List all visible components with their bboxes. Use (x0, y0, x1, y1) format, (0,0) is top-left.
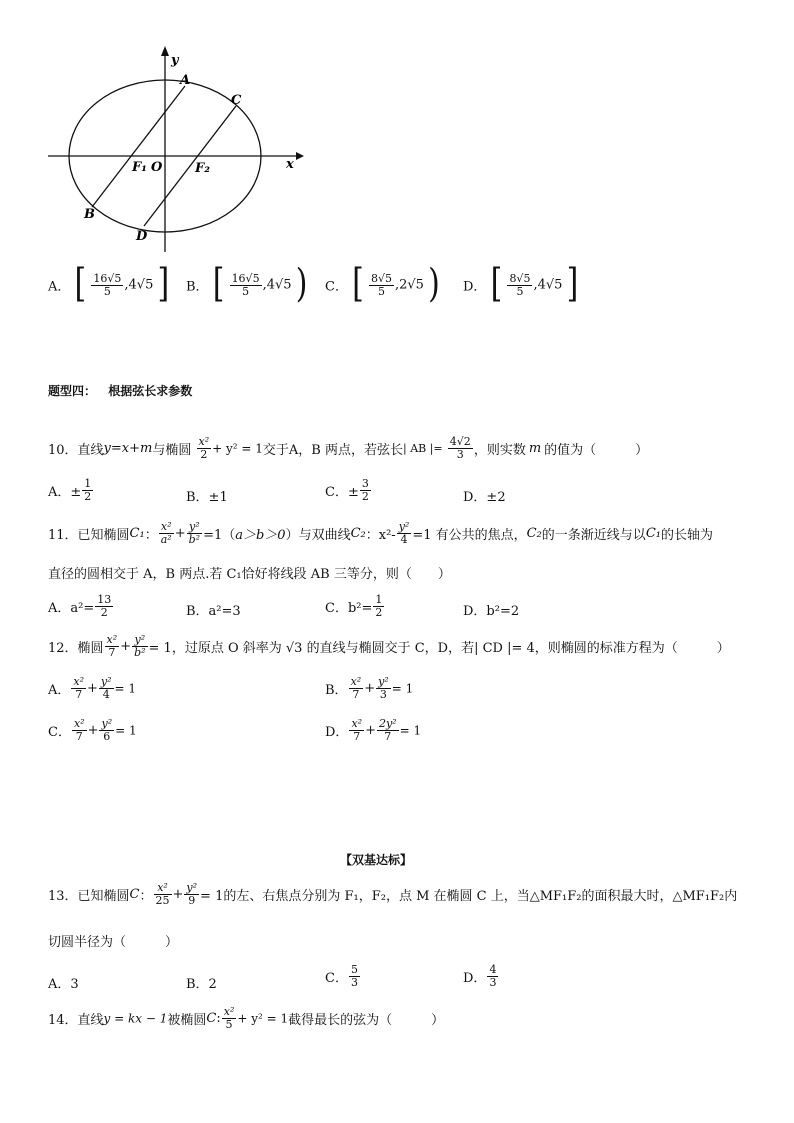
q10-ab-fraction (448, 436, 473, 461)
q13-d-den: 3 (489, 976, 497, 989)
q12-b-plus: + (364, 681, 376, 696)
q10-option-a[interactable] (48, 478, 94, 503)
q10-option-b-text: B．±1 (186, 490, 228, 505)
q12-option-c[interactable] (48, 718, 137, 743)
y-axis-arrow (161, 46, 169, 56)
q10-a-den: 2 (84, 490, 92, 503)
q11-colon: ： (144, 528, 158, 543)
q12-a-d1: 7 (75, 688, 83, 701)
q10-ab-den: 3 (456, 448, 464, 461)
q13-d-num: 4 (489, 963, 497, 976)
q12-n2: y² (132, 634, 147, 647)
q13-option-a[interactable] (48, 973, 79, 992)
q11-stem-d: C₂ (526, 526, 542, 541)
q9-option-a-label: A． (48, 279, 71, 295)
q11-option-a[interactable] (48, 594, 114, 619)
q10-stem (48, 436, 648, 461)
q14-rest: + y² = 1 (237, 1011, 289, 1026)
q13-option-a-text: A．3 (48, 977, 79, 992)
point-label-o: O (151, 160, 163, 175)
q11-hyp-a: ：x²- (365, 528, 396, 543)
q9-option-c-label: C． (325, 279, 348, 295)
chord-ab (92, 86, 185, 207)
right-paren: ) (295, 261, 308, 308)
q9-a-rest: ,4√5 (124, 277, 154, 293)
point-label-a: A (180, 73, 191, 88)
q12-d-d1: 7 (353, 730, 361, 743)
q13-stem-a: 13．已知椭圆 (48, 889, 130, 904)
q11-hyp-frac (397, 521, 412, 546)
q12-a-n1: x² (73, 675, 85, 688)
q12-option-d[interactable] (325, 718, 421, 743)
q13-ell-frac2 (184, 882, 199, 907)
q10-ell-rest: + y² = 1 (212, 441, 263, 456)
q13-c-den: 3 (350, 976, 358, 989)
q13-plus: + (172, 887, 184, 902)
q13-option-d[interactable] (463, 964, 499, 989)
q10-stem-e: ，则实数 (473, 443, 526, 458)
q11-n1: x² (159, 521, 174, 534)
q9-c-num: 8√5 (370, 271, 392, 285)
q13-stem-b: = 1的左、右焦点分别为 F₁，F₂，点 M 在椭圆 C 上，当△MF₁F₂的面积最大时，△MF₁F₂内 (200, 889, 738, 904)
q9-option-a[interactable] (48, 261, 170, 308)
q12-stem-b: = 1，过原点 O 斜率为 √3 的直线与椭圆交于 C，D，若| CD |= 4，则椭圆的标准方程为（ ） (148, 641, 730, 656)
q10-stem-a: 10．直线 (48, 443, 104, 458)
axis-label-y: y (171, 53, 179, 68)
q9-option-b[interactable] (186, 261, 308, 308)
q13-colon: ： (139, 889, 153, 904)
q9-d-rest: ,4√5 (533, 277, 563, 293)
q11-a-den: 2 (100, 606, 108, 619)
q10-c-num: 3 (361, 477, 369, 490)
q10-stem-c: 交于 (262, 443, 289, 458)
q13-option-d-label: D． (463, 971, 487, 986)
q9-option-c-fraction (369, 273, 394, 298)
q12-option-a[interactable] (48, 676, 136, 701)
q12-c-n2: y² (101, 717, 113, 730)
q12-b-frac1 (349, 676, 364, 701)
q10-ell-den: 2 (200, 448, 208, 461)
q10-ellipse-fraction (197, 436, 212, 461)
q10-option-d-text: D．±2 (463, 490, 506, 505)
q12-a-d2: 4 (102, 688, 110, 701)
right-bracket: ] (157, 261, 170, 308)
q14-colon: : (216, 1011, 221, 1026)
q12-d-end: = 1 (399, 723, 422, 738)
q12-b-d2: 3 (379, 688, 387, 701)
q13-d1: 25 (155, 894, 170, 907)
q12-ell-frac2 (132, 634, 147, 659)
q11-line2: 直径的圆相交于 A，B 两点.若 C₁恰好将线段 AB 三等分，则（ ） (48, 567, 451, 582)
q11-stem-f: C₁ (645, 526, 661, 541)
q11-option-d[interactable] (463, 600, 519, 619)
left-bracket: [ (490, 261, 503, 308)
q9-c-den: 5 (377, 284, 385, 298)
q9-d-num: 8√5 (509, 271, 531, 285)
q11-c-num: 1 (375, 593, 383, 606)
q10-c-den: 2 (361, 490, 369, 503)
q12-stem-a: 12．椭圆 (48, 641, 104, 656)
q9-option-d[interactable] (463, 261, 579, 308)
q10-stem-d: A，B 两点，若弦长 (288, 443, 403, 458)
q13-d2: 9 (188, 894, 196, 907)
q12-c-d2: 6 (103, 730, 111, 743)
q11-stem (48, 521, 713, 546)
q13-n2: y² (186, 881, 198, 894)
q11-d1: a² (160, 533, 172, 546)
q14-line: y = kx − 1 (103, 1011, 168, 1026)
q9-option-d-fraction (507, 273, 532, 298)
q12-a-plus: + (87, 681, 98, 696)
q11-c-den: 2 (375, 606, 383, 619)
q11-c-fraction (373, 594, 384, 619)
q13-c: C (129, 887, 140, 902)
q12-a-frac2 (99, 676, 114, 701)
q12-stem (48, 634, 730, 659)
ellipse-figure (40, 40, 310, 255)
section-subtitle: 根据弦长求参数 (108, 384, 193, 398)
q11-d2: b² (188, 533, 201, 546)
q12-a-n2: y² (100, 675, 112, 688)
q13-option-b[interactable] (186, 973, 217, 992)
q11-plus: + (174, 526, 186, 541)
q12-option-a-label: A． (48, 683, 71, 698)
q13-stem (48, 882, 737, 907)
q9-option-c[interactable] (325, 261, 440, 308)
section-heading (48, 382, 192, 399)
q11-stem-e: 的一条渐近线与以 (541, 528, 646, 543)
q10-option-a-label: A．± (48, 485, 82, 500)
q9-option-b-label: B． (186, 279, 209, 295)
point-label-d: D (136, 229, 148, 244)
q9-b-rest: ,4√5 (262, 277, 292, 293)
q12-d-d2: 7 (384, 730, 392, 743)
q11-a-num: 13 (97, 593, 112, 606)
q12-option-b[interactable] (325, 676, 413, 701)
q11-a-fraction (95, 594, 113, 619)
q10-c-fraction (360, 478, 371, 503)
q12-c-d1: 7 (75, 730, 83, 743)
q12-d-plus: + (365, 723, 376, 738)
q11-n2: y² (187, 521, 202, 534)
q9-a-den: 5 (103, 284, 111, 298)
q10-option-c-label: C．± (325, 485, 359, 500)
q13-c-num: 5 (350, 963, 358, 976)
q13-c-fraction (349, 964, 360, 989)
point-label-f1: F₁ (132, 160, 147, 175)
q12-b-d1: 7 (352, 688, 360, 701)
q10-a-fraction (82, 478, 93, 503)
q11-stem-b: ）与双曲线 (285, 528, 351, 543)
q14-stem-a: 14．直线 (48, 1013, 104, 1028)
q12-c-n1: x² (73, 717, 85, 730)
q9-b-den: 5 (242, 284, 250, 298)
q11-option-c-label: C．b²= (325, 601, 373, 616)
left-bracket: [ (212, 261, 225, 308)
q10-option-b[interactable] (186, 486, 228, 505)
q12-b-end: = 1 (391, 681, 414, 696)
q10-option-d[interactable] (463, 486, 506, 505)
q10-a-num: 1 (84, 477, 92, 490)
q12-c-frac1 (72, 718, 87, 743)
q12-a-frac1 (71, 676, 86, 701)
q11-option-b-text: B．a²=3 (186, 604, 241, 619)
point-label-c: C (231, 93, 242, 108)
q12-ell-frac1 (105, 634, 120, 659)
left-bracket: [ (352, 261, 364, 308)
q12-c-plus: + (87, 723, 99, 738)
q13-n1: x² (154, 882, 172, 895)
q14-num: x² (223, 1005, 235, 1018)
q11-c2: C₂ (350, 526, 366, 541)
q11-option-a-label: A．a²= (48, 601, 95, 616)
q12-option-d-label: D． (325, 725, 349, 740)
left-bracket: [ (74, 261, 87, 308)
q12-d-frac2 (377, 718, 399, 743)
q11-option-d-text: D．b²=2 (463, 604, 520, 619)
q14-c: C (206, 1011, 217, 1026)
q11-ell-frac2 (187, 521, 202, 546)
q12-a-end: = 1 (114, 681, 137, 696)
q11-c1: C₁ (129, 526, 145, 541)
q10-ab: | AB |= (403, 442, 443, 455)
q9-b-num: 16√5 (231, 271, 260, 285)
q10-option-c[interactable] (325, 478, 372, 503)
q11-option-c[interactable] (325, 594, 385, 619)
q12-b-n2: y² (378, 675, 389, 688)
q14-stem-b: 被椭圆 (167, 1013, 207, 1028)
q9-a-num: 16√5 (93, 271, 122, 285)
section-basic-heading: 【双基达标】 (340, 853, 413, 867)
q9-d-den: 5 (516, 284, 524, 298)
q12-option-c-label: C． (48, 725, 71, 740)
q11-cond: a＞b＞0 (235, 528, 286, 543)
q12-d-frac1 (349, 718, 364, 743)
q13-option-c[interactable] (325, 964, 361, 989)
section-title: 题型四： (48, 384, 97, 398)
q10-line: y=x+m (103, 441, 153, 456)
point-label-b: B (84, 207, 95, 222)
q14-den: 5 (225, 1018, 233, 1031)
q11-option-b[interactable] (186, 600, 241, 619)
q10-stem-f: 的值为（ ） (544, 443, 649, 458)
q10-ab-num: 4√2 (449, 435, 471, 448)
q9-option-b-fraction (230, 273, 262, 298)
q13-option-c-label: C． (325, 971, 348, 986)
q10-ell-num: x² (198, 435, 210, 448)
q9-option-d-label: D． (463, 279, 487, 295)
q12-plus: + (120, 639, 132, 654)
q13-option-b-text: B．2 (186, 977, 217, 992)
x-axis-arrow (296, 152, 304, 160)
q14-stem (48, 1006, 444, 1031)
q10-stem-b: 与椭圆 (152, 443, 192, 458)
q11-hn: y² (398, 520, 410, 533)
right-paren: ) (428, 261, 440, 308)
q13-ell-frac1 (154, 882, 172, 907)
q12-d1: 7 (108, 646, 116, 659)
q11-stem-c: =1 有公共的焦点， (412, 528, 527, 543)
q12-c-frac2 (99, 718, 114, 743)
q10-m: m (528, 441, 542, 456)
q12-b-n1: x² (350, 675, 362, 688)
q9-c-rest: ,2√5 (394, 277, 424, 293)
q11-eq1: =1（ (203, 528, 236, 543)
q9-option-a-fraction (91, 273, 123, 298)
q11-stem-g: 的长轴为 (660, 528, 713, 543)
q12-c-end: = 1 (115, 723, 137, 738)
q12-option-b-label: B． (325, 683, 348, 698)
q14-stem-c: 截得最长的弦为（ ） (288, 1013, 445, 1028)
right-bracket: ] (566, 261, 579, 308)
axis-label-x: x (286, 157, 294, 172)
q11-ell-frac1 (159, 521, 174, 546)
q13-d-fraction (487, 964, 498, 989)
q12-d2: b² (134, 646, 146, 659)
q12-d-n2: 2y² (378, 717, 397, 730)
point-label-f2: F₂ (195, 161, 210, 176)
q12-b-frac2 (376, 676, 391, 701)
q11-stem-a: 11．已知椭圆 (48, 528, 130, 543)
q11-hd: 4 (400, 533, 408, 546)
q13-line2: 切圆半径为（ ） (48, 935, 179, 950)
q12-n1: x² (106, 633, 118, 646)
q14-ell-fraction (222, 1006, 237, 1031)
q12-d-n1: x² (351, 717, 363, 730)
